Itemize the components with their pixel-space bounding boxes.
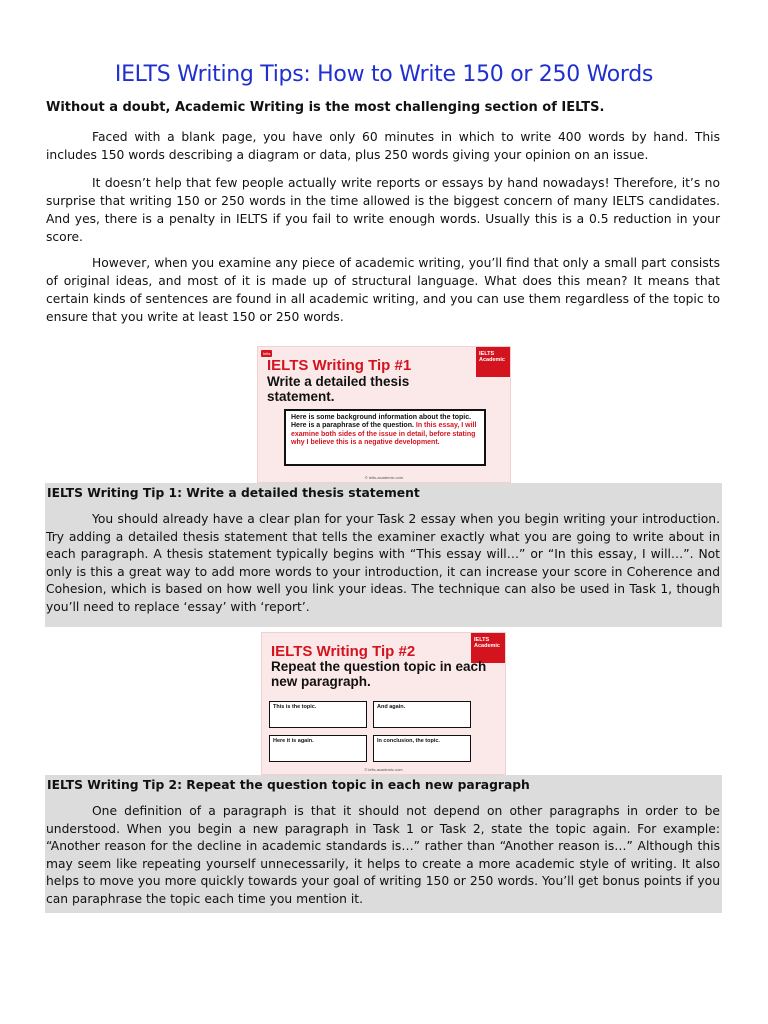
tip2-heading: IELTS Writing Tip 2: Repeat the question topic in each new paragraph <box>47 778 530 792</box>
paragraph-topic-grid <box>269 701 501 763</box>
tip1-heading: IELTS Writing Tip 1: Write a detailed thesis statement <box>47 486 420 500</box>
thesis-example-box <box>284 409 486 466</box>
topic-cell: Here it is again. <box>269 735 367 762</box>
tip1-image-subtitle: Write a detailed thesis statement. <box>267 374 410 404</box>
tip1-image-footer: © ielts-academic.com <box>364 475 404 480</box>
thesis-example-background: Here is some background information about the topic. Here is a paraphrase of the question. <box>291 414 472 430</box>
lead-sentence: Without a doubt, Academic Writing is the most challenging section of IELTS. <box>46 100 605 115</box>
intro-paragraph-2: It doesn’t help that few people actually write reports or essays by hand nowadays! Therefore, it’s no surprise that writing 150 or 250 words in the time allowed is the biggest concern of many IELTS candidates. And yes, there is a penalty in IELTS if you fail to write enough words. Usually this is a 0.5 reduction in your score. <box>46 176 720 244</box>
ielts-academic-badge: IELTS Academic <box>476 347 510 377</box>
intro-paragraph-3: However, when you examine any piece of academic writing, you’ll find that only a small part consists of original ideas, and most of it is made up of structural language. What does this mean? It means that certain kinds of sentences are found in all academic writing, and you can use them regardless of the topic to ensure that you write at least 150 or 250 words. <box>46 256 720 324</box>
tip1-section <box>45 483 722 627</box>
tip2-image <box>261 632 506 775</box>
intro-paragraph-1: Faced with a blank page, you have only 60 minutes in which to write 400 words by hand. This includes 150 words describing a diagram or data, plus 250 words giving your opinion on an issue. <box>46 130 720 162</box>
thesis-example-statement: In this essay, I will examine both sides of the issue in detail, before stating why I believe this is a negative development. <box>291 422 477 446</box>
topic-cell: This is the topic. <box>269 701 367 728</box>
tip1-image-title: IELTS Writing Tip #1 <box>267 357 412 374</box>
tip2-body: One definition of a paragraph is that it should not depend on other paragraphs in order to be understood. When you begin a new paragraph in Task 1 or Task 2, state the topic again. For example: “Another reason for the decline in academic standards is…” rather than “Another reason is…” Although this may seem like repeating yourself unnecessarily, it helps to create a more academic style of writing. It also helps to move you more quickly towards your goal of writing 150 or 250 words. You’ll get bonus points if you can paraphrase the topic each time you mention it. <box>46 804 720 906</box>
tip2-image-subtitle: Repeat the question topic in each new paragraph. <box>271 659 487 689</box>
ielts-academic-badge: IELTS Academic <box>471 633 505 663</box>
tip2-image-title: IELTS Writing Tip #2 <box>271 643 416 660</box>
tip1-body: You should already have a clear plan for your Task 2 essay when you begin writing your introduction. Try adding a detailed thesis statement that tells the examiner exactly what you are going to write about in each paragraph. A thesis statement typically begins with “This essay will…” or “In this essay, I will…”. Not only is this a great way to add more words to your introduction, it can increase your score in Coherence and Cohesion, which is based on how well you link your ideas. The technique can also be used in Task 1, though you’ll need to replace ‘essay’ with ‘report’. <box>46 512 720 614</box>
ielts-logo: Ielts <box>263 351 271 356</box>
tip2-section <box>45 775 722 913</box>
tip1-image <box>257 346 511 483</box>
topic-cell: And again. <box>373 701 471 728</box>
page-title: IELTS Writing Tips: How to Write 150 or 250 Words <box>114 62 654 87</box>
tip2-image-footer: © ielts-academic.com <box>364 767 403 772</box>
topic-cell: In conclusion, the topic. <box>373 735 471 762</box>
